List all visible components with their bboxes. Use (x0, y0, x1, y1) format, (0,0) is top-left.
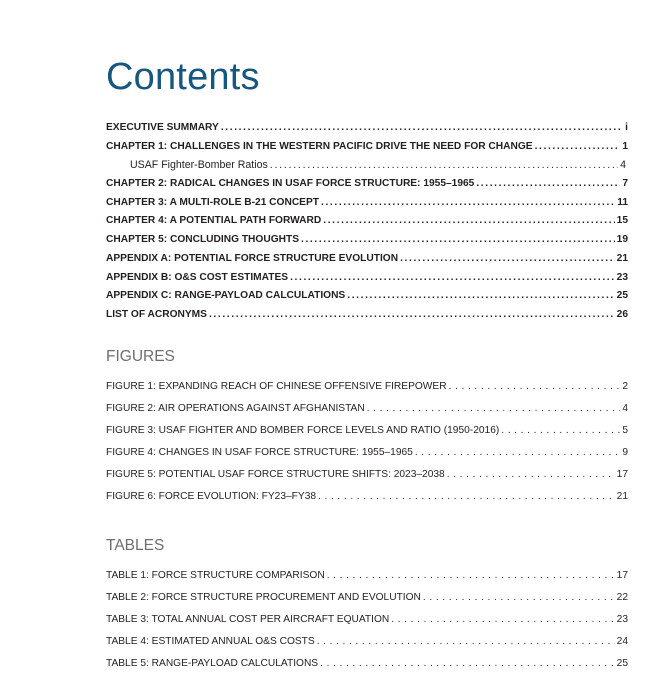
toc-entry[interactable] (106, 287, 628, 306)
tables-list (106, 565, 628, 675)
figure-entry-page: 2 (622, 381, 628, 392)
figure-entry[interactable] (106, 398, 628, 420)
toc-entry-page: 26 (616, 308, 628, 320)
figure-entry[interactable] (106, 420, 628, 442)
dot-leader (400, 250, 615, 269)
dot-leader (347, 287, 614, 306)
dot-leader (320, 653, 615, 675)
toc-entry-label: CHAPTER 2: RADICAL CHANGES IN USAF FORCE STRUCTURE: 1955–1965 (106, 178, 475, 190)
figure-entry[interactable] (106, 464, 628, 486)
table-entry-label: TABLE 5: RANGE-PAYLOAD CALCULATIONS (106, 658, 319, 669)
dot-leader (323, 212, 614, 231)
toc-entry[interactable] (106, 175, 628, 194)
toc-entry-label: CHAPTER 3: A MULTI-ROLE B-21 CONCEPT (106, 196, 319, 208)
toc-entry-label: CHAPTER 4: A POTENTIAL PATH FORWARD (106, 215, 322, 227)
table-entry[interactable] (106, 653, 628, 675)
figure-entry-label: FIGURE 3: USAF FIGHTER AND BOMBER FORCE LEVELS AND RATIO (1950-2016) (106, 425, 500, 436)
figure-entry[interactable] (106, 442, 628, 464)
tables-heading: TABLES (106, 537, 165, 554)
toc-entry-page: 15 (616, 215, 628, 227)
dot-leader (447, 464, 615, 486)
toc-entry-label: CHAPTER 5: CONCLUDING THOUGHTS (106, 234, 299, 246)
toc-entry-page: 1 (622, 140, 628, 152)
toc-entry-page: 4 (620, 159, 626, 172)
figure-entry[interactable] (106, 486, 628, 508)
figure-entry-page: 4 (622, 403, 628, 414)
toc-entry-page: 23 (616, 271, 628, 283)
table-entry-page: 25 (616, 658, 628, 669)
dot-leader (476, 175, 620, 194)
table-entry[interactable] (106, 587, 628, 609)
contents-list (106, 119, 628, 325)
dot-leader (270, 156, 618, 175)
table-entry-page: 22 (616, 592, 628, 603)
dot-leader (327, 565, 615, 587)
toc-entry-label: APPENDIX B: O&S COST ESTIMATES (106, 271, 289, 283)
table-entry-label: TABLE 4: ESTIMATED ANNUAL O&S COSTS (106, 636, 315, 647)
toc-entry[interactable] (106, 231, 628, 250)
table-entry-page: 24 (616, 636, 628, 647)
figure-entry-page: 17 (616, 469, 628, 480)
dot-leader (321, 194, 615, 213)
table-entry-label: TABLE 2: FORCE STRUCTURE PROCUREMENT AND EVOLUTION (106, 592, 421, 603)
dot-leader (367, 398, 621, 420)
dot-leader (221, 119, 623, 138)
figure-entry-label: FIGURE 1: EXPANDING REACH OF CHINESE OFFENSIVE FIREPOWER (106, 381, 447, 392)
figure-entry-page: 21 (616, 491, 628, 502)
toc-entry[interactable] (106, 194, 628, 213)
dot-leader (317, 631, 615, 653)
toc-entry-page: 19 (616, 234, 628, 246)
toc-entry[interactable] (106, 250, 628, 269)
toc-entry-page: 11 (617, 196, 628, 208)
dot-leader (290, 269, 615, 288)
figures-list (106, 376, 628, 508)
toc-entry-page: 25 (616, 290, 628, 302)
figure-entry[interactable] (106, 376, 628, 398)
table-entry-label: TABLE 3: TOTAL ANNUAL COST PER AIRCRAFT EQUATION (106, 614, 390, 625)
toc-subentry[interactable] (106, 156, 628, 175)
toc-entry-label: USAF Fighter-Bomber Ratios (130, 159, 268, 172)
table-entry[interactable] (106, 609, 628, 631)
toc-entry-label: CHAPTER 1: CHALLENGES IN THE WESTERN PACIFIC DRIVE THE NEED FOR CHANGE (106, 140, 533, 152)
table-entry-label: TABLE 1: FORCE STRUCTURE COMPARISON (106, 570, 325, 581)
toc-entry[interactable] (106, 212, 628, 231)
table-entry-page: 23 (616, 614, 628, 625)
toc-entry-page: 21 (616, 252, 628, 264)
figure-entry-label: FIGURE 6: FORCE EVOLUTION: FY23–FY38 (106, 491, 317, 502)
toc-entry-page: 7 (622, 178, 628, 190)
table-entry[interactable] (106, 565, 628, 587)
dot-leader (391, 609, 614, 631)
figure-entry-page: 9 (622, 447, 628, 458)
dot-leader (423, 587, 615, 609)
toc-entry-label: APPENDIX C: RANGE-PAYLOAD CALCULATIONS (106, 290, 346, 302)
toc-entry-label: APPENDIX A: POTENTIAL FORCE STRUCTURE EVOLUTION (106, 252, 399, 264)
toc-entry-label: LIST OF ACRONYMS (106, 308, 207, 320)
dot-leader (501, 420, 620, 442)
dot-leader (301, 231, 615, 250)
dot-leader (415, 442, 620, 464)
page-title: Contents (106, 56, 260, 98)
figure-entry-label: FIGURE 2: AIR OPERATIONS AGAINST AFGHANISTAN (106, 403, 365, 414)
toc-entry[interactable] (106, 306, 628, 325)
dot-leader (535, 138, 621, 157)
toc-entry-page: i (625, 122, 628, 133)
figure-entry-label: FIGURE 5: POTENTIAL USAF FORCE STRUCTURE SHIFTS: 2023–2038 (106, 469, 445, 480)
toc-entry[interactable] (106, 269, 628, 288)
table-entry-page: 17 (616, 570, 628, 581)
dot-leader (209, 306, 615, 325)
dot-leader (449, 376, 621, 398)
toc-entry[interactable] (106, 119, 628, 138)
table-entry[interactable] (106, 631, 628, 653)
toc-entry-label: EXECUTIVE SUMMARY (106, 122, 219, 133)
dot-leader (318, 486, 615, 508)
toc-entry[interactable] (106, 138, 628, 157)
figure-entry-page: 5 (622, 425, 628, 436)
figures-heading: FIGURES (106, 348, 175, 365)
figure-entry-label: FIGURE 4: CHANGES IN USAF FORCE STRUCTURE: 1955–1965 (106, 447, 413, 458)
